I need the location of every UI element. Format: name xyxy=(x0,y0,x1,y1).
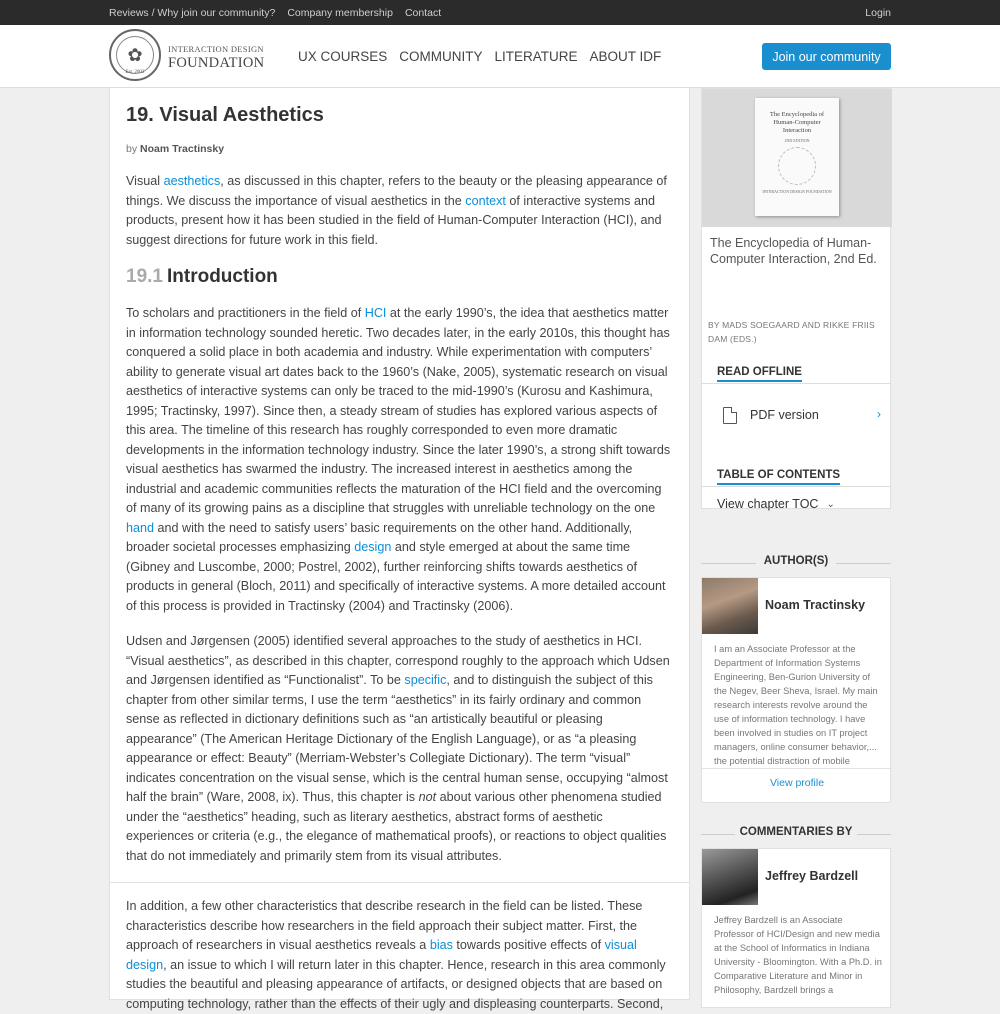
divider xyxy=(701,486,891,487)
join-community-button[interactable]: Join our community xyxy=(762,43,891,70)
book-editors: BY MADS SOEGAARD AND RIKKE FRIIS DAM (EDS.) xyxy=(708,320,875,344)
commentator-card xyxy=(701,848,891,1008)
section-title: Introduction xyxy=(166,266,278,287)
authors-heading: AUTHOR(S) xyxy=(701,555,891,567)
text: towards positive effects of xyxy=(452,938,605,952)
byline-prefix: by xyxy=(126,143,138,155)
brand-line2: FOUNDATION xyxy=(168,54,265,71)
link-visual-design[interactable]: visual design xyxy=(126,938,637,972)
paragraph-2 xyxy=(126,632,673,866)
cover-edition: 2ND EDITION xyxy=(784,138,810,143)
text: at the early 1990’s, the idea that aesthetics matter in information technology sounded heretic. Two decades later, in the early 2010s, this thought has conquered a solid place in both academia and industry. While experimentation with computers’ ability to generate visual art dates back to the 1960’s (Nake, 2005), systematic research on visual aesthetics of interactive systems can only be traced to the mid-1990’s (Kurosu and Kashimura, 1995; Tractinsky, 1997). Since then, a steady stream of studies has explored various aspects of this area. The timeline of this research has roughly corresponded to even more dramatic developments in the information technology industry. Since the later 1990’s, a strong shift towards visual aesthetics has swarmed the industry. The increased interest in aesthetics among the industrial and academic communities reflects the maturation of the HCI field and the overcoming of many of its growing pains as a discipline that struggles with unreliable technology on the one xyxy=(126,306,671,515)
book-title[interactable]: The Encyclopedia of Human-Computer Interaction, 2nd Ed. xyxy=(710,236,877,266)
article-content xyxy=(109,88,690,1011)
author-card xyxy=(701,577,891,803)
author-avatar[interactable] xyxy=(702,578,758,634)
nav-literature[interactable]: LITERATURE xyxy=(494,49,578,64)
link-hand[interactable]: hand xyxy=(126,520,155,535)
paragraph-divider xyxy=(110,882,689,883)
link-bias[interactable]: bias xyxy=(429,938,453,952)
pdf-file-icon xyxy=(723,407,737,424)
text: In addition, a few other characteristics that describe research in the field can be listed. These characteristics describe how researchers in the field approach their subject matter. First, the approach of researchers in visual aesthetics reveals a xyxy=(126,899,643,952)
toc-heading: TABLE OF CONTENTS xyxy=(717,469,840,485)
text: of interactive systems and products, present how it has been studied in the field of Human-Computer Interaction (HCI), and suggest directions for future work in this field. xyxy=(126,193,662,247)
brand-line1: INTERACTION DESIGN xyxy=(168,44,264,54)
text: about various other phenomena studied under the “aesthetics” heading, such as literary aesthetics, abstract forms of aesthetic experiences or criteria (e.g., the elegance of mathematical proofs), or reactions to object qualities that do not immediately and primarily stem from its visual attributes. xyxy=(126,790,667,863)
emphasis-not: not xyxy=(418,790,437,804)
paragraph-1 xyxy=(126,304,673,616)
cover-title: The Encyclopedia of Human-Computer Interaction xyxy=(769,111,825,134)
tree-icon: ✿ xyxy=(116,36,154,74)
book-card[interactable] xyxy=(701,88,891,369)
link-hci[interactable]: HCI xyxy=(364,306,387,320)
text: Visual xyxy=(126,174,164,188)
cover-publisher: INTERACTION DESIGN FOUNDATION xyxy=(762,189,832,194)
text: and style emerged at about the same time (Gibney and Luscombe, 2000; Postrel, 2002), further reinforcing shifts towards aesthetics of products in general (Bloch, 2011) and specifically of interactive systems. A more detailed account of this process is provided in Tractinsky (2004) and Tractinsky (2006). xyxy=(126,540,666,613)
book-cover-image[interactable] xyxy=(755,98,839,216)
divider xyxy=(702,768,892,769)
section-number: 19.1 xyxy=(126,266,163,287)
reviews-link[interactable]: Reviews / Why join our community? xyxy=(109,6,276,19)
section-heading xyxy=(126,266,673,288)
pdf-version-label: PDF version xyxy=(750,408,819,422)
brand-wordmark[interactable] xyxy=(168,45,264,70)
text: To scholars and practitioners in the field of xyxy=(126,306,365,320)
text: , and to distinguish the subject of this chapter from other similar terms, I use the term “aesthetics” in its fairly ordinary and common sense as reflected in dictionary definitions such as “an artistically beautiful or pleasing appearance” (The American Heritage Dictionary of the English Language), or as “a pleasing appearance or effect: Beauty” (Merriam-Webster’s Collegiate Dictionary). The term “visual” indicates concentration on the visual sense, which is the central human sense, occupying “almost half the brain” (Ware, 2008, ix). Thus, this chapter is xyxy=(126,673,668,804)
top-links xyxy=(109,0,453,25)
contact-link[interactable]: Contact xyxy=(404,6,442,19)
link-specific[interactable]: specific xyxy=(404,673,447,687)
site-header xyxy=(0,25,1000,88)
commentator-avatar[interactable] xyxy=(702,849,758,905)
byline xyxy=(126,143,673,155)
main-nav xyxy=(298,25,673,88)
pdf-version-link[interactable] xyxy=(723,405,883,425)
text: and with the need to satisfy users’ basic requirements on the other hand. Additionally, broader societal processes emphasizing xyxy=(126,520,633,554)
cover-emblem-icon xyxy=(778,147,816,185)
nav-about-idf[interactable]: ABOUT IDF xyxy=(589,49,662,64)
commentator-bio: Jeffrey Bardzell is an Associate Professor of HCI/Design and new media at the School of Informatics in Indiana University - Bloomington. With a Ph.D. in Comparative Literature and Minor in Philosophy, Bardzell brings a xyxy=(714,915,882,995)
idf-logo-icon[interactable] xyxy=(109,29,161,81)
chevron-down-icon: ⌄ xyxy=(826,498,835,510)
book-cover-area xyxy=(702,89,892,227)
company-membership-link[interactable]: Company membership xyxy=(287,6,393,19)
chevron-right-icon: › xyxy=(877,407,881,421)
text: Udsen and Jørgensen (2005) identified several approaches to the study of aesthetics in HCI. “Visual aesthetics”, as described in this chapter, correspond roughly to the approach which Udsen and Jørgensen identified as “Functionalist”. To be xyxy=(126,634,670,687)
commentaries-heading: COMMENTARIES BY xyxy=(701,826,891,838)
top-utility-bar xyxy=(0,0,1000,25)
read-offline-panel xyxy=(701,363,891,509)
link-design[interactable]: design xyxy=(354,540,392,554)
author-name[interactable]: Noam Tractinsky xyxy=(765,598,866,612)
view-profile-link[interactable]: View profile xyxy=(769,777,825,789)
byline-author-link[interactable]: Noam Tractinsky xyxy=(140,143,225,155)
read-offline-heading: READ OFFLINE xyxy=(717,366,802,382)
view-chapter-toc-toggle[interactable] xyxy=(717,497,835,511)
paragraph-3 xyxy=(126,897,673,1014)
divider xyxy=(701,383,891,384)
login-link[interactable]: Login xyxy=(865,6,891,19)
view-toc-label: View chapter TOC xyxy=(717,497,819,511)
commentator-name[interactable]: Jeffrey Bardzell xyxy=(765,869,859,883)
intro-paragraph xyxy=(126,172,673,250)
link-context[interactable]: context xyxy=(465,193,506,208)
text: , as discussed in this chapter, refers to the beauty or the pleasing appearance of things. We discuss the importance of visual aesthetics in the xyxy=(126,174,667,208)
link-aesthetics[interactable]: aesthetics xyxy=(163,174,221,188)
nav-ux-courses[interactable]: UX COURSES xyxy=(298,49,388,64)
chapter-title: 19. Visual Aesthetics xyxy=(126,104,324,126)
logo-est-text: Est. 2002 xyxy=(125,70,145,75)
author-bio: I am an Associate Professor at the Department of Information Systems Engineering, Ben-Gurion University of the Negev, Beer Sheva, Israel. My main research interests revolve around the use of information technology. I have been involved in studies on IT project managers, online consumer behavior,... the potential distraction of mobile xyxy=(714,644,878,766)
text: , an issue to which I will return later in this chapter. Hence, research in this area commonly studies the beautiful and pleasing appearance of artifacts, or designed objects that are based on computing technology, rather than the effects of their ugly and displeasing counterparts. Second, xyxy=(126,957,666,1011)
nav-community[interactable]: COMMUNITY xyxy=(399,49,483,64)
